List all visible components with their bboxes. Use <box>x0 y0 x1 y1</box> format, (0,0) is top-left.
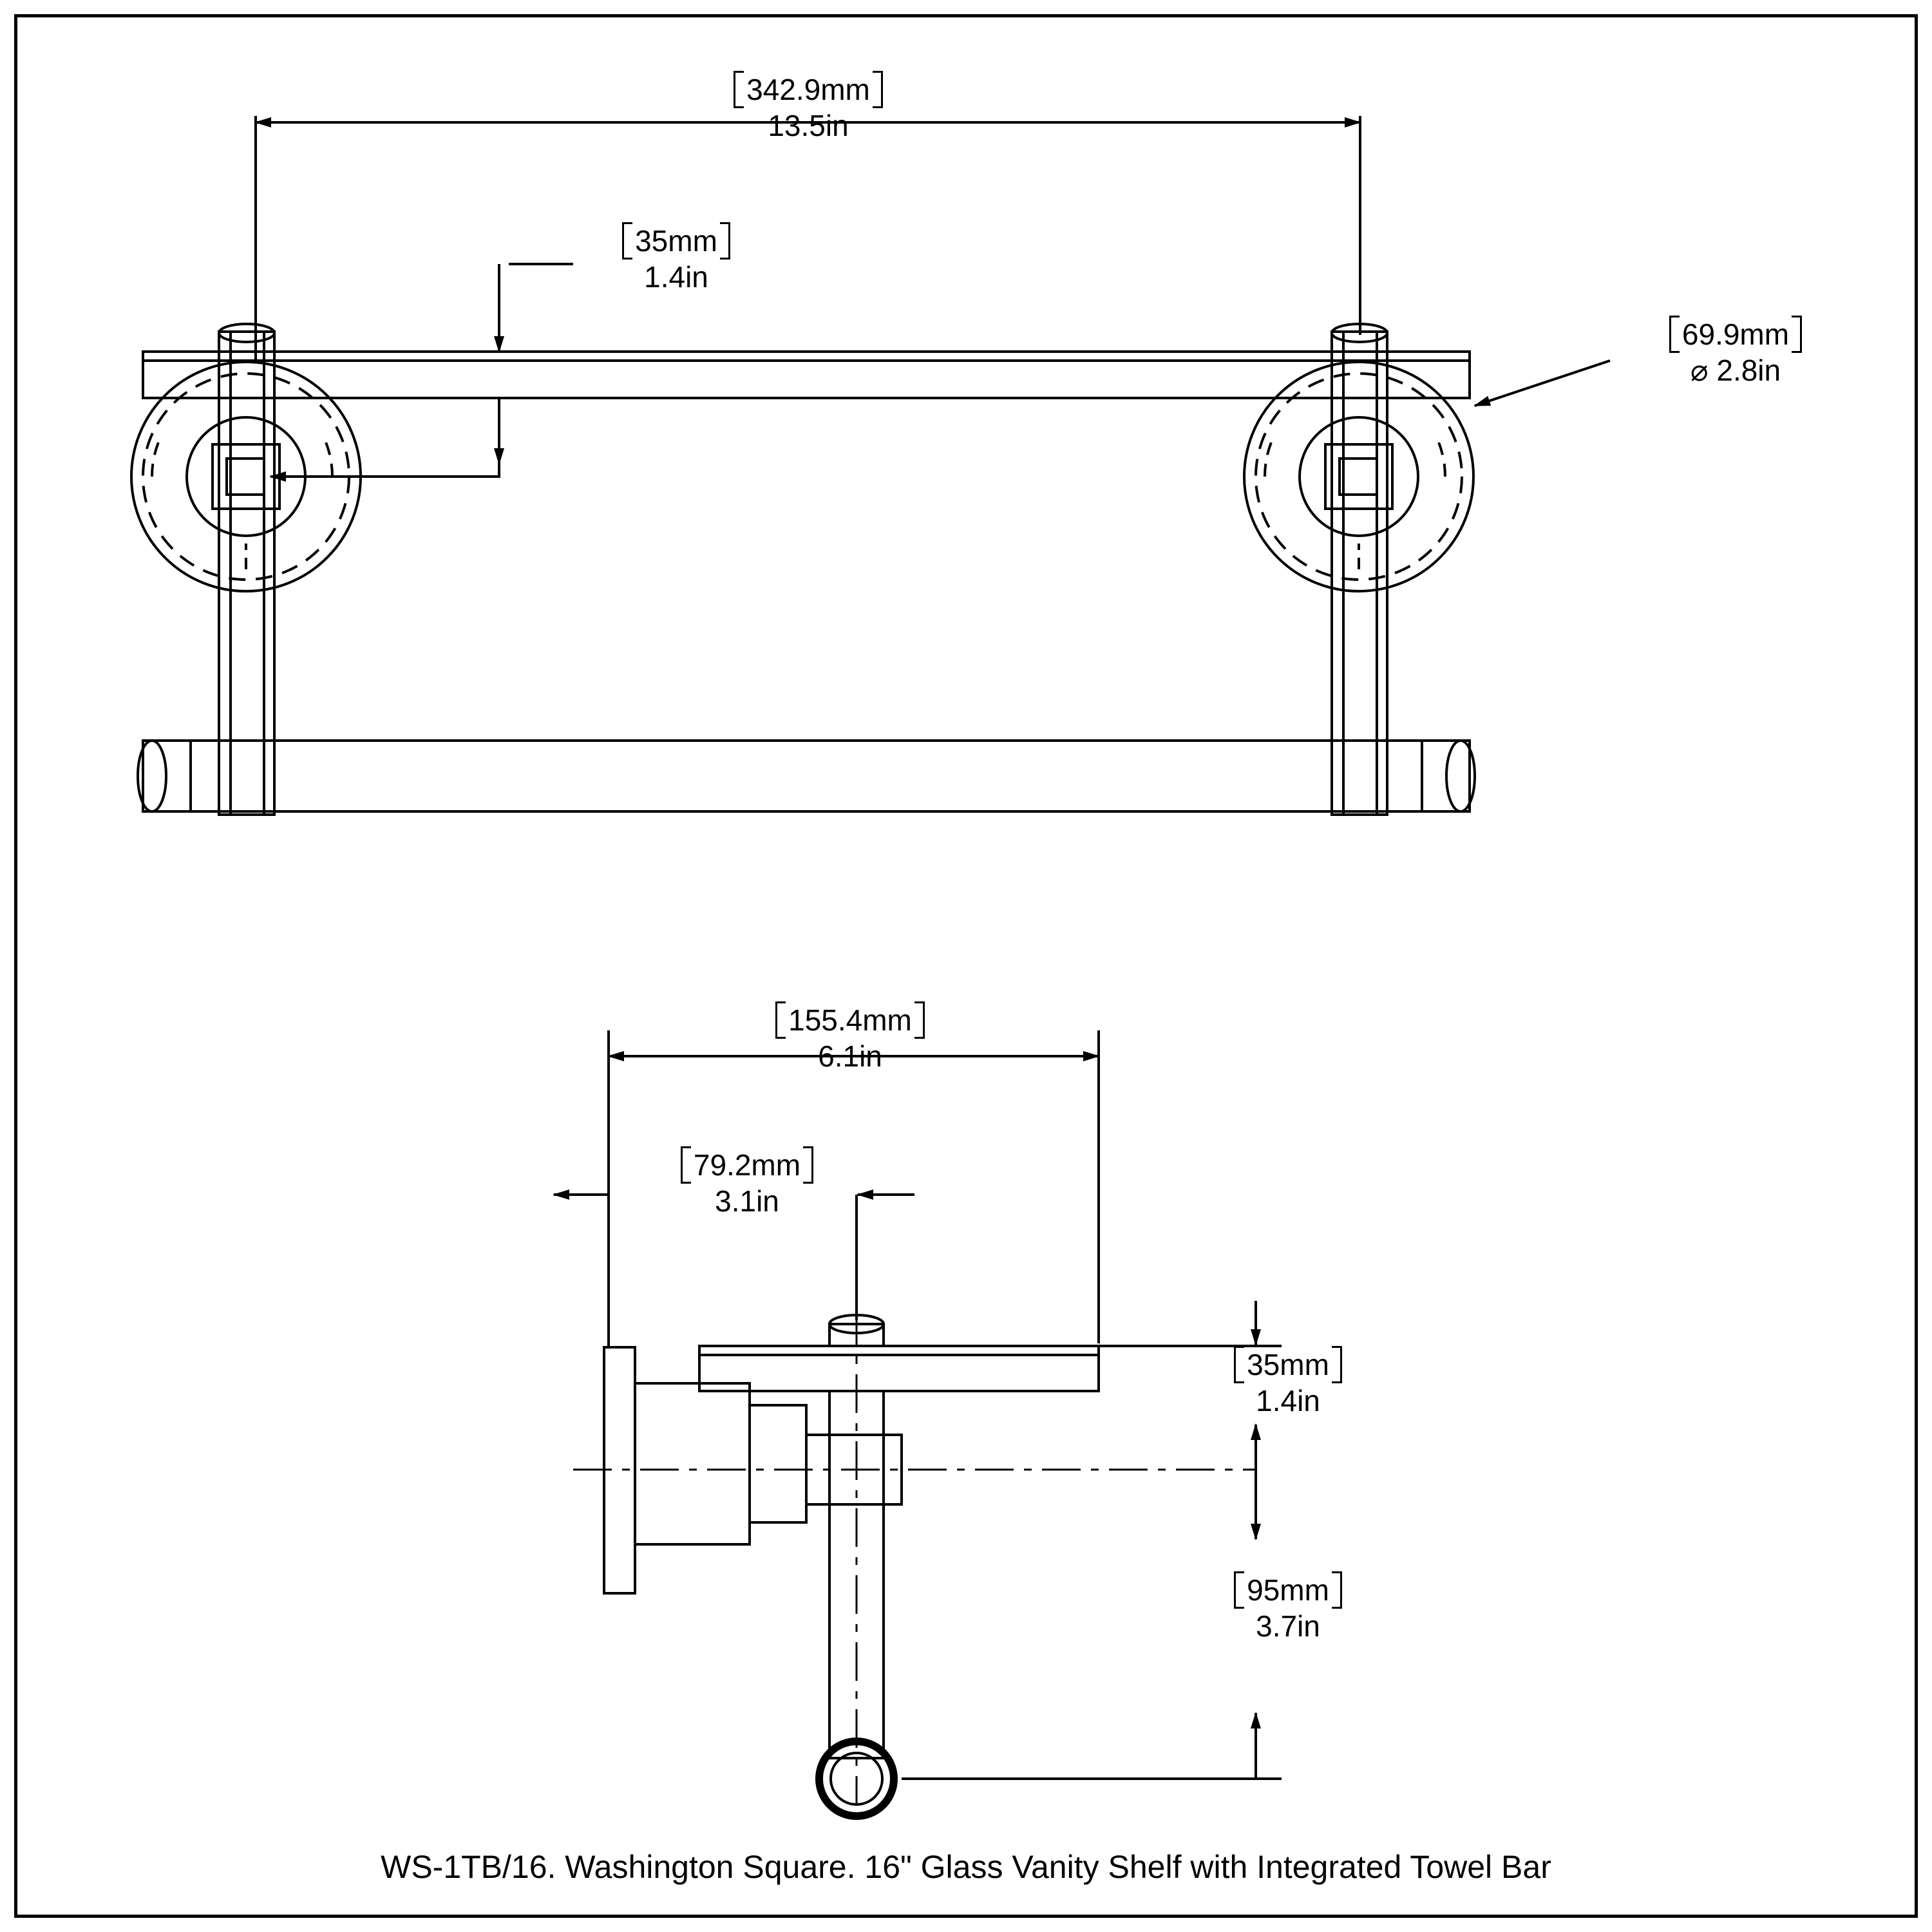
dim-label-overall-width <box>644 71 972 144</box>
dim-overall-width <box>256 116 1360 361</box>
dim-shelf-thickness <box>270 264 573 478</box>
dim-side-drop-in: 3.7in <box>1256 1609 1320 1643</box>
dim-side-drop-mm: 95mm <box>1234 1571 1342 1609</box>
dim-label-shelf-thickness <box>554 222 799 295</box>
dim-overall-width-mm: 342.9mm <box>734 71 883 108</box>
dim-rosette-diameter <box>1475 361 1610 406</box>
dim-side-shelf-mm: 35mm <box>1234 1346 1342 1383</box>
diameter-symbol-icon: ⌀ <box>1690 354 1709 388</box>
dim-label-side-drop <box>1179 1571 1397 1644</box>
dim-rosette-dia-mm: 69.9mm <box>1669 316 1802 353</box>
dim-bracket-proj-mm: 79.2mm <box>681 1146 813 1184</box>
side-view-geometry <box>573 1307 1256 1816</box>
drawing-caption: WS-1TB/16. Washington Square. 16" Glass Vanity Shelf with Integrated Towel Bar <box>381 1849 1551 1885</box>
dim-label-bracket-projection <box>612 1146 882 1219</box>
dim-shelf-thickness-mm: 35mm <box>622 222 730 260</box>
dim-rosette-dia-in: 2.8in <box>1716 354 1781 388</box>
dim-side-depth-in: 6.1in <box>818 1039 882 1074</box>
front-view-geometry <box>131 324 1475 815</box>
dim-bracket-proj-in: 3.1in <box>715 1184 779 1218</box>
dim-shelf-thickness-in: 1.4in <box>644 260 708 294</box>
dim-overall-width-in: 13.5in <box>768 109 849 143</box>
dim-label-side-depth <box>696 1001 1005 1074</box>
dim-label-side-shelf-offset <box>1179 1346 1397 1419</box>
dim-side-shelf-in: 1.4in <box>1256 1384 1320 1418</box>
dim-label-rosette-diameter <box>1597 316 1874 388</box>
dim-side-depth-mm: 155.4mm <box>775 1001 925 1039</box>
